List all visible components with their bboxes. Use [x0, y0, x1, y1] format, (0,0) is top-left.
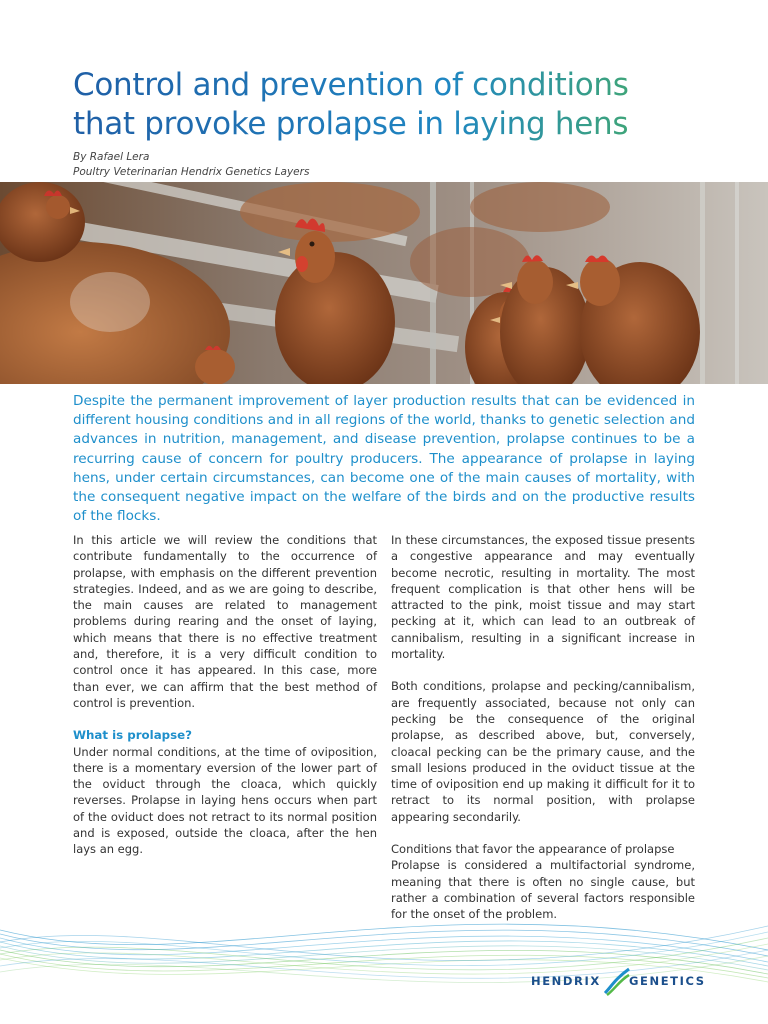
right-column: [391, 532, 695, 939]
author-role: Poultry Veterinarian Hendrix Genetics Layers: [73, 166, 310, 178]
left-paragraph-2: Under normal conditions, at the time of oviposition, there is a momentary eversion of the lower part of the oviduct through the cloaca, which quickly reverses. Prolapse in laying hens occurs when part of the oviduct does not retract to its normal position and is exposed, outside the cloaca, after the hen lays an egg.: [73, 744, 377, 857]
title-line-2: that provoke prolapse in laying hens: [73, 106, 629, 142]
right-paragraph-1: In these circumstances, the exposed tissue presents a congestive appearance and may eventually become necrotic, resulting in mortality. The most frequent complication is that other hens will be attracted to the pink, moist tissue and may start pecking at it, which can lead to an outbreak of cannibalism, resulting in a significant increase in mortality.: [391, 533, 695, 662]
byline: [73, 150, 309, 180]
what-is-prolapse-heading: What is prolapse?: [73, 728, 192, 743]
left-column: [73, 532, 377, 874]
intro-paragraph: Despite the permanent improvement of layer production results that can be evidenced in different housing conditions and in all regions of the world, thanks to genetic selection and advances in nutrition, management, and disease prevention, prolapse continues to be a recurring cause of concern for poultry producers. The appearance of prolapse in laying hens, under certain circumstances, can become one of the main causes of mortality, with the consequent negative impact on the welfare of the birds and on the productive results of the flocks.: [73, 393, 695, 525]
logo-swoosh-icon: [603, 967, 631, 997]
conditions-heading: Conditions that favor the appearance of prolapse: [391, 842, 675, 857]
decorative-waves: [0, 890, 768, 1024]
hendrix-genetics-logo: [531, 966, 706, 998]
left-paragraph-1: In this article we will review the conditions that contribute fundamentally to the occurrence of prolapse, with emphasis on the different prevention strategies. Indeed, and as we are going to describe, the main causes are related to management problems during rearing and the onset of laying, which means that there is no effective treatment and, therefore, it is a very difficult condition to control once it has appeared. In this case, more than ever, we can affirm that the best method of control is prevention.: [73, 533, 377, 710]
logo-word-hendrix: HENDRIX: [531, 974, 601, 988]
right-paragraph-3: Prolapse is considered a multifactorial syndrome, meaning that there is often no single cause, but rather a combination of several factors responsible for the onset of the problem.: [391, 858, 695, 922]
title-line-1: Control and prevention of conditions: [73, 67, 629, 103]
article-title: [73, 66, 753, 144]
author-name: By Rafael Lera: [73, 151, 150, 163]
logo-word-genetics: GENETICS: [629, 974, 706, 988]
hens-photo: [0, 182, 768, 384]
right-paragraph-2: Both conditions, prolapse and pecking/cannibalism, are frequently associated, because not only can pecking be the consequence of the original prolapse, as described above, but, conversely, cloacal pecking can be the primary cause, and the small lesions produced in the oviduct tissue at the time of oviposition end up making it difficult for it to retract to its normal position, with prolapse appearing secondarily.: [391, 679, 695, 824]
